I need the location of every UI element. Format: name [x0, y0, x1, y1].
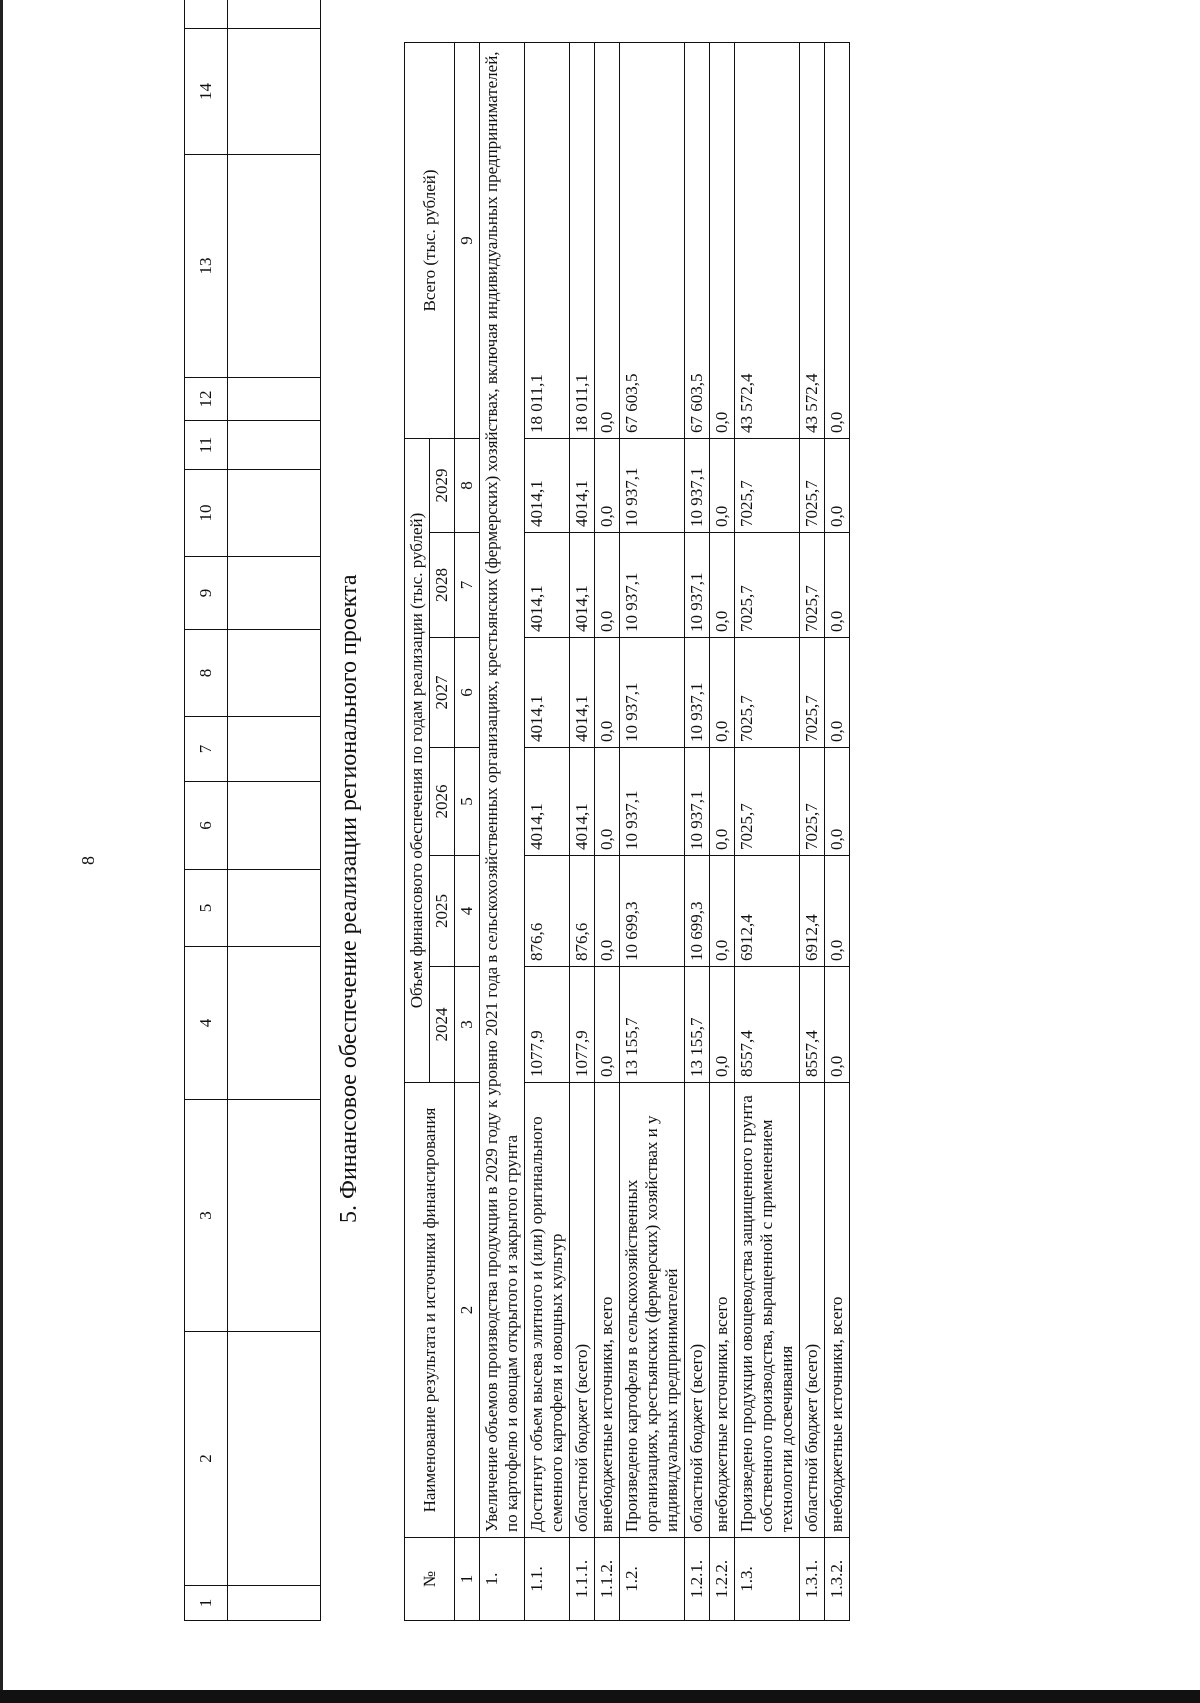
colnum-4: 4	[455, 856, 480, 967]
row-year-value: 8557,4	[800, 967, 825, 1083]
top-strip-cell	[228, 782, 321, 870]
top-strip-cell	[228, 557, 321, 630]
top-strip-cell	[228, 0, 321, 29]
row-year-value: 0,0	[710, 748, 735, 856]
top-strip-header-2: 2	[185, 1332, 228, 1586]
row-year-value: 10 937,1	[620, 748, 685, 856]
row-year-value: 4014,1	[570, 638, 595, 748]
top-strip-header-4: 4	[185, 947, 228, 1100]
top-strip-cell	[228, 29, 321, 155]
row-name: Достигнут объем высева элитного и (или) оригинального семенного картофеля и овощных культур	[525, 1083, 570, 1538]
top-strip-cell	[228, 870, 321, 947]
head-year-2025: 2025	[430, 856, 455, 967]
table-row	[525, 42, 570, 1620]
colnum-8: 8	[455, 438, 480, 532]
row-year-value: 4014,1	[525, 438, 570, 532]
row-year-value: 0,0	[825, 638, 850, 748]
top-strip-header-6: 6	[185, 782, 228, 870]
top-strip-cell	[228, 470, 321, 557]
row-total-value: 43 572,4	[735, 42, 800, 438]
row-year-value: 0,0	[825, 748, 850, 856]
row-year-value: 7025,7	[735, 438, 800, 532]
table-row	[570, 42, 595, 1620]
head-name: Наименование результата и источники финансирования	[405, 1083, 455, 1538]
row-num: 1.1.2.	[595, 1538, 620, 1621]
row-year-value: 7025,7	[800, 438, 825, 532]
row-year-value: 4014,1	[525, 533, 570, 638]
row-year-value: 4014,1	[525, 748, 570, 856]
row-year-value: 4014,1	[525, 638, 570, 748]
head-num: №	[405, 1538, 455, 1621]
row-year-value: 10 937,1	[620, 438, 685, 532]
row-name: областной бюджет (всего)	[685, 1083, 710, 1538]
row-year-value: 0,0	[595, 748, 620, 856]
colnum-2: 2	[455, 1083, 480, 1538]
top-strip-cell	[228, 947, 321, 1100]
row-year-value: 10 937,1	[685, 438, 710, 532]
row-year-value: 1077,9	[570, 967, 595, 1083]
colnum-7: 7	[455, 533, 480, 638]
row-year-value: 876,6	[570, 856, 595, 967]
row-year-value: 0,0	[710, 438, 735, 532]
row-name: внебюджетные источники, всего	[595, 1083, 620, 1538]
row-year-value: 6912,4	[735, 856, 800, 967]
head-year-2027: 2027	[430, 638, 455, 748]
row-year-value: 10 937,1	[620, 638, 685, 748]
row-year-value: 0,0	[710, 533, 735, 638]
page-number: 8	[78, 856, 98, 865]
top-strip-body-row	[228, 0, 321, 1621]
row-num: 1.1.1.	[570, 1538, 595, 1621]
row-num: 1.3.1.	[800, 1538, 825, 1621]
row-year-value: 7025,7	[735, 748, 800, 856]
table-row	[685, 42, 710, 1620]
task-num: 1.	[480, 1538, 525, 1621]
top-strip-cell	[228, 1332, 321, 1586]
head-year-2028: 2028	[430, 533, 455, 638]
top-strip-header-13: 13	[185, 155, 228, 378]
head-volume: Объем финансового обеспечения по годам реализации (тыс. рублей)	[405, 438, 430, 1082]
row-total-value: 0,0	[595, 42, 620, 438]
row-total-value: 18 011,1	[570, 42, 595, 438]
head-total: Всего (тыс. рублей)	[405, 42, 455, 438]
row-num: 1.2.2.	[710, 1538, 735, 1621]
row-name: областной бюджет (всего)	[570, 1083, 595, 1538]
row-year-value: 0,0	[825, 967, 850, 1083]
top-strip-cell	[228, 155, 321, 378]
task-text: Увеличение объемов производства продукции в 2029 году к уровню 2021 года в сельскохозяйственных организациях, крестьянских (фермерских) хозяйствах, включая индивидуальных предпринимателей, по картофелю и овощам открытого и закрытого грунта	[480, 42, 525, 1537]
row-year-value: 8557,4	[735, 967, 800, 1083]
row-year-value: 0,0	[710, 856, 735, 967]
row-name: Произведено картофеля в сельскохозяйственных организациях, крестьянских (фермерских) хозяйствах и у индивидуальных предпринимателей	[620, 1083, 685, 1538]
table-row	[595, 42, 620, 1620]
table-row	[710, 42, 735, 1620]
row-year-value: 1077,9	[525, 967, 570, 1083]
head-row-1	[405, 42, 430, 1620]
top-strip-header-8: 8	[185, 630, 228, 717]
table-row	[735, 42, 800, 1620]
row-year-value: 7025,7	[735, 638, 800, 748]
top-strip-table	[184, 0, 321, 1621]
row-total-value: 67 603,5	[685, 42, 710, 438]
table-row	[620, 42, 685, 1620]
top-strip-cell	[228, 630, 321, 717]
row-year-value: 0,0	[595, 967, 620, 1083]
row-year-value: 7025,7	[800, 638, 825, 748]
row-name: внебюджетные источники, всего	[825, 1083, 850, 1538]
top-strip-header-3: 3	[185, 1100, 228, 1332]
row-year-value: 0,0	[595, 533, 620, 638]
row-year-value: 10 937,1	[685, 638, 710, 748]
colnum-5: 5	[455, 748, 480, 856]
row-year-value: 10 937,1	[620, 533, 685, 638]
row-year-value: 7025,7	[735, 533, 800, 638]
head-year-2024: 2024	[430, 967, 455, 1083]
row-year-value: 4014,1	[570, 438, 595, 532]
top-strip-header-row	[185, 0, 228, 1621]
colnum-9: 9	[455, 42, 480, 438]
row-year-value: 0,0	[595, 638, 620, 748]
row-total-value: 43 572,4	[800, 42, 825, 438]
top-strip-header-7: 7	[185, 717, 228, 782]
top-strip-header-9: 9	[185, 557, 228, 630]
top-strip-cell	[228, 378, 321, 421]
top-strip-header-1: 1	[185, 1586, 228, 1621]
row-year-value: 0,0	[825, 533, 850, 638]
row-year-value: 0,0	[710, 638, 735, 748]
row-name: внебюджетные источники, всего	[710, 1083, 735, 1538]
top-strip-cell	[228, 717, 321, 782]
top-strip-header-10: 10	[185, 470, 228, 557]
top-strip-header-15	[185, 0, 228, 29]
row-year-value: 7025,7	[800, 533, 825, 638]
top-strip-header-11: 11	[185, 421, 228, 470]
row-total-value: 0,0	[710, 42, 735, 438]
row-name: областной бюджет (всего)	[800, 1083, 825, 1538]
row-year-value: 13 155,7	[620, 967, 685, 1083]
row-year-value: 13 155,7	[685, 967, 710, 1083]
head-row-colnums	[455, 42, 480, 1620]
section-heading: 5. Финансовое обеспечение реализации регионального проекта	[336, 574, 362, 1223]
head-year-2026: 2026	[430, 748, 455, 856]
head-year-2029: 2029	[430, 438, 455, 532]
colnum-3: 3	[455, 967, 480, 1083]
row-total-value: 18 011,1	[525, 42, 570, 438]
row-year-value: 0,0	[595, 438, 620, 532]
row-total-value: 0,0	[825, 42, 850, 438]
row-year-value: 10 699,3	[685, 856, 710, 967]
row-name: Произведено продукции овощеводства защищенного грунта собственного производства, выращенной с применением технологии досвечивания	[735, 1083, 800, 1538]
row-year-value: 0,0	[595, 856, 620, 967]
top-strip-cell	[228, 1586, 321, 1621]
row-year-value: 10 699,3	[620, 856, 685, 967]
row-year-value: 7025,7	[800, 748, 825, 856]
row-year-value: 876,6	[525, 856, 570, 967]
row-num: 1.2.1.	[685, 1538, 710, 1621]
financing-table	[404, 42, 850, 1621]
row-year-value: 4014,1	[570, 748, 595, 856]
row-year-value: 4014,1	[570, 533, 595, 638]
top-strip-cell	[228, 421, 321, 470]
colnum-6: 6	[455, 638, 480, 748]
table-row	[800, 42, 825, 1620]
top-strip-cell	[228, 1100, 321, 1332]
table-row	[825, 42, 850, 1620]
top-strip-header-5: 5	[185, 870, 228, 947]
row-year-value: 10 937,1	[685, 748, 710, 856]
row-num: 1.2.	[620, 1538, 685, 1621]
row-year-value: 0,0	[710, 967, 735, 1083]
row-total-value: 67 603,5	[620, 42, 685, 438]
top-strip-header-12: 12	[185, 378, 228, 421]
task-row	[480, 42, 525, 1620]
colnum-1: 1	[455, 1538, 480, 1621]
row-year-value: 0,0	[825, 856, 850, 967]
row-year-value: 6912,4	[800, 856, 825, 967]
top-strip-header-14: 14	[185, 29, 228, 155]
row-num: 1.1.	[525, 1538, 570, 1621]
row-num: 1.3.	[735, 1538, 800, 1621]
row-num: 1.3.2.	[825, 1538, 850, 1621]
row-year-value: 0,0	[825, 438, 850, 532]
row-year-value: 10 937,1	[685, 533, 710, 638]
